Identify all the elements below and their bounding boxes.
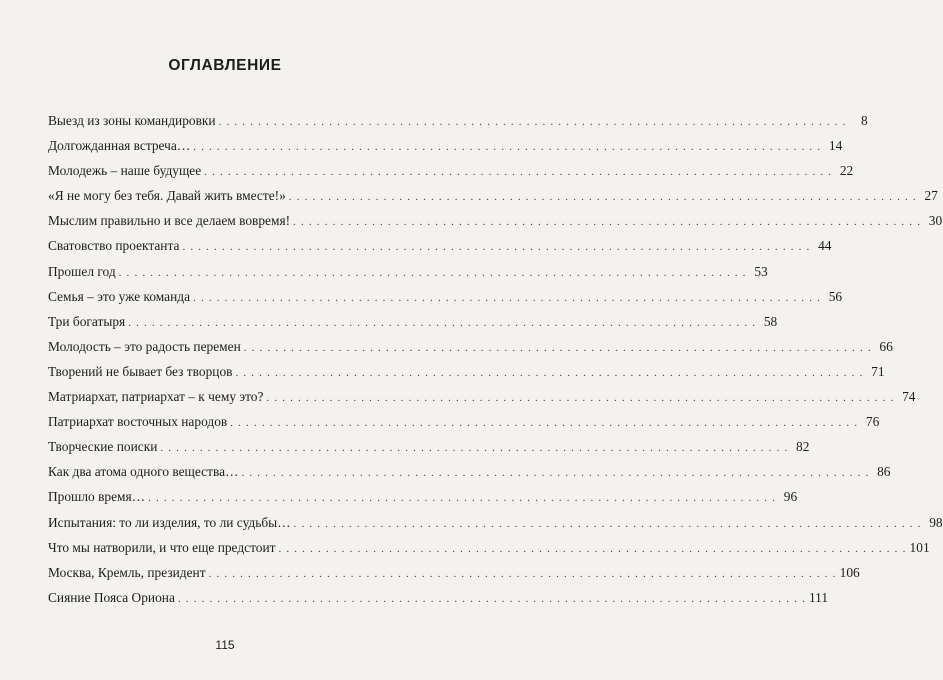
toc-leader-dots: . . . . . . . . . . . . . . . . . . . . . . . . . . . . . . . . . . . . . . . . . . . . . . . . . . . . . . . . . . . . . . . . . . . . . . . . . . . . . . . .	[278, 542, 907, 555]
toc-entry-label: Семья – это уже команда	[48, 288, 191, 304]
toc-entry-label: Испытания: то ли изделия, то ли судьбы…	[48, 514, 291, 530]
toc-entry	[48, 560, 860, 585]
toc-entry-page: 98	[929, 514, 943, 530]
toc-entry-label: Прошло время…	[48, 489, 146, 505]
toc-entry-label: Прошел год	[48, 263, 116, 279]
page-number: 115	[215, 638, 235, 652]
toc-entry-label: Молодежь – наше будущее	[48, 163, 202, 179]
toc-entry	[48, 484, 798, 509]
toc-entry	[48, 108, 868, 133]
toc-entry-label: Творческие поиски	[48, 439, 158, 455]
toc-leader-dots: . . . . . . . . . . . . . . . . . . . . . . . . . . . . . . . . . . . . . . . . . . . . . . . . . . . . . . . . . . . . . . . . . . . . . . . . . . . . . . . .	[208, 567, 837, 580]
toc-leader-dots: . . . . . . . . . . . . . . . . . . . . . . . . . . . . . . . . . . . . . . . . . . . . . . . . . . . . . . . . . . . . . . . . . . . . . . . . . . . . . . . .	[288, 191, 917, 204]
toc-leader-dots: . . . . . . . . . . . . . . . . . . . . . . . . . . . . . . . . . . . . . . . . . . . . . . . . . . . . . . . . . . . . . . . . . . . . . . . . . . . . . . . .	[293, 517, 922, 530]
table-of-contents	[48, 108, 943, 610]
toc-entry	[48, 384, 916, 409]
toc-entry-page: 22	[839, 163, 854, 179]
toc-entry	[48, 158, 854, 183]
toc-leader-dots: . . . . . . . . . . . . . . . . . . . . . . . . . . . . . . . . . . . . . . . . . . . . . . . . . . . . . . . . . . . . . . . . . . . . . . . . . . . . . . . .	[243, 341, 872, 354]
toc-entry-page: 76	[865, 414, 880, 430]
toc-leader-dots: . . . . . . . . . . . . . . . . . . . . . . . . . . . . . . . . . . . . . . . . . . . . . . . . . . . . . . . . . . . . . . . . . . . . . . . . . . . . . . . .	[148, 492, 777, 505]
toc-leader-dots: . . . . . . . . . . . . . . . . . . . . . . . . . . . . . . . . . . . . . . . . . . . . . . . . . . . . . . . . . . . . . . . . . . . . . . . . . . . . . . . .	[160, 442, 789, 455]
toc-entry-page: 30	[928, 213, 943, 229]
toc-leader-dots: . . . . . . . . . . . . . . . . . . . . . . . . . . . . . . . . . . . . . . . . . . . . . . . . . . . . . . . . . . . . . . . . . . . . . . . . . . . . . . . .	[293, 216, 922, 229]
toc-entry-label: Что мы натворили, и что еще предстоит	[48, 539, 276, 555]
toc-entry-label: «Я не могу без тебя. Давай жить вместе!»	[48, 188, 286, 204]
toc-entry-label: Творений не бывает без творцов	[48, 363, 233, 379]
toc-entry-page: 96	[783, 489, 798, 505]
toc-leader-dots: . . . . . . . . . . . . . . . . . . . . . . . . . . . . . . . . . . . . . . . . . . . . . . . . . . . . . . . . . . . . . . . . . . . . . . . . . . . . . . . .	[118, 266, 747, 279]
toc-entry-label: Выезд из зоны командировки	[48, 113, 216, 128]
toc-leader-dots: . . . . . . . . . . . . . . . . . . . . . . . . . . . . . . . . . . . . . . . . . . . . . . . . . . . . . . . . . . . . . . . . . . . . . . . . . . . . . . . .	[204, 166, 833, 179]
toc-entry-label: Три богатыря	[48, 313, 126, 329]
toc-leader-dots: . . . . . . . . . . . . . . . . . . . . . . . . . . . . . . . . . . . . . . . . . . . . . . . . . . . . . . . . . . . . . . . . . . . . . . . . . . . . . . . .	[230, 417, 859, 430]
toc-leader-dots: . . . . . . . . . . . . . . . . . . . . . . . . . . . . . . . . . . . . . . . . . . . . . . . . . . . . . . . . . . . . . . . . . . . . . . . . . . . . . . . .	[182, 241, 811, 254]
toc-entry	[48, 233, 832, 258]
toc-leader-dots: . . . . . . . . . . . . . . . . . . . . . . . . . . . . . . . . . . . . . . . . . . . . . . . . . . . . . . . . . . . . . . . . . . . . . . . . . . . . . . . .	[266, 392, 895, 405]
toc-entry-page: 14	[828, 138, 843, 154]
toc-entry-page: 86	[877, 464, 891, 480]
toc-entry-page: 74	[902, 389, 916, 405]
toc-entry	[48, 309, 778, 334]
toc-leader-dots: . . . . . . . . . . . . . . . . . . . . . . . . . . . . . . . . . . . . . . . . . . . . . . . . . . . . . . . . . . . . . . . . . . . . . . . . . . . . . . . .	[193, 291, 822, 304]
toc-entry-page: 106	[839, 564, 860, 580]
toc-entry-page: 58	[763, 313, 778, 329]
toc-entry	[48, 434, 810, 459]
toc-entry-label: Патриархат восточных народов	[48, 414, 228, 430]
toc-entry-page: 56	[828, 288, 843, 304]
toc-entry-label: Сватовство проектанта	[48, 238, 180, 254]
toc-entry-page: 53	[754, 263, 768, 279]
toc-entry-label: Мыслим правильно и все делаем вовремя!	[48, 213, 291, 229]
toc-entry-label: Долгожданная встреча…	[48, 138, 191, 154]
toc-entry-page: 27	[924, 188, 938, 204]
toc-entry	[48, 535, 930, 560]
toc-entry	[48, 359, 885, 384]
toc-entry-label: Сияние Пояса Ориона	[48, 589, 175, 605]
toc-entry	[48, 208, 943, 233]
toc-entry	[48, 284, 843, 309]
toc-leader-dots: . . . . . . . . . . . . . . . . . . . . . . . . . . . . . . . . . . . . . . . . . . . . . . . . . . . . . . . . . . . . . . . . . . . . . . . . . . . . . . . .	[241, 467, 870, 480]
toc-entry-page: 44	[818, 238, 832, 254]
toc-entry-page: 101	[909, 539, 930, 555]
toc-entry	[48, 510, 943, 535]
toc-entry-page: 71	[871, 363, 885, 379]
toc-entry	[48, 133, 843, 158]
toc-leader-dots: . . . . . . . . . . . . . . . . . . . . . . . . . . . . . . . . . . . . . . . . . . . . . . . . . . . . . . . . . . . . . . . . . . . . . . . . . . . . . . . .	[128, 316, 757, 329]
toc-entry-page: 66	[879, 338, 893, 354]
toc-entry	[48, 459, 891, 484]
toc-entry	[48, 409, 880, 434]
toc-entry-label: Москва, Кремль, президент	[48, 564, 206, 580]
toc-leader-dots: . . . . . . . . . . . . . . . . . . . . . . . . . . . . . . . . . . . . . . . . . . . . . . . . . . . . . . . . . . . . . . . . . . . . . . . . . . . . . . . .	[218, 116, 847, 128]
toc-entry-page: 8	[860, 113, 868, 128]
toc-entry-label: Молодость – это радость перемен	[48, 338, 241, 354]
toc-leader-dots: . . . . . . . . . . . . . . . . . . . . . . . . . . . . . . . . . . . . . . . . . . . . . . . . . . . . . . . . . . . . . . . . . . . . . . . . . . . . . . . .	[193, 141, 822, 154]
toc-entry-label: Матриархат, патриархат – к чему это?	[48, 389, 264, 405]
toc-leader-dots: . . . . . . . . . . . . . . . . . . . . . . . . . . . . . . . . . . . . . . . . . . . . . . . . . . . . . . . . . . . . . . . . . . . . . . . . . . . . . . . .	[177, 592, 806, 605]
toc-entry-page: 111	[808, 589, 829, 605]
toc-leader-dots: . . . . . . . . . . . . . . . . . . . . . . . . . . . . . . . . . . . . . . . . . . . . . . . . . . . . . . . . . . . . . . . . . . . . . . . . . . . . . . . .	[235, 366, 864, 379]
toc-entry	[48, 334, 893, 359]
toc-entry	[48, 259, 768, 284]
toc-entry-label: Как два атома одного вещества…	[48, 464, 239, 480]
toc-title: ОГЛАВЛЕНИЕ	[168, 57, 282, 74]
toc-entry-page: 82	[796, 439, 810, 455]
toc-entry	[48, 585, 829, 610]
toc-entry	[48, 183, 938, 208]
